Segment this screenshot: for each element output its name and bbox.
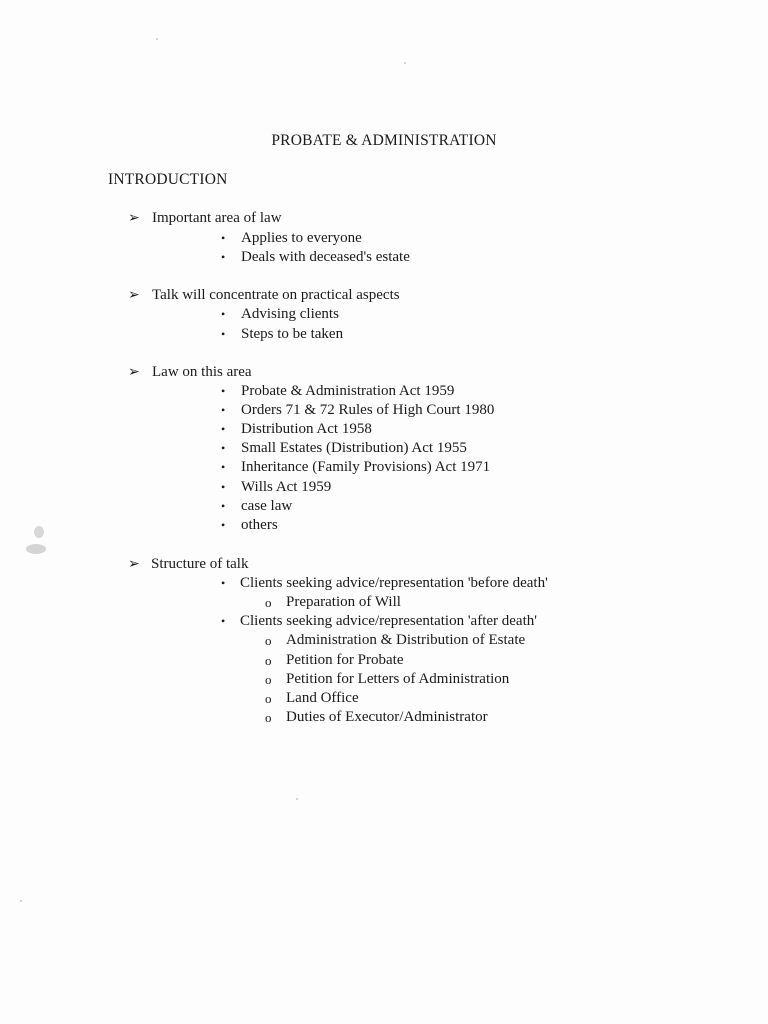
scan-speck xyxy=(296,798,298,800)
sub-list-item: Land Office xyxy=(286,690,359,706)
bullet-icon: • xyxy=(221,460,226,474)
list-item: Distribution Act 1958 xyxy=(241,421,372,437)
list-item: Small Estates (Distribution) Act 1955 xyxy=(241,440,467,456)
bullet-icon: • xyxy=(221,250,226,264)
sub-bullet-icon: o xyxy=(265,672,272,687)
scan-speck xyxy=(26,544,46,554)
section-heading: INTRODUCTION xyxy=(108,171,228,188)
scan-speck xyxy=(34,526,44,538)
sub-bullet-icon: o xyxy=(265,633,272,648)
list-item: Orders 71 & 72 Rules of High Court 1980 xyxy=(241,402,495,418)
list-item: Clients seeking advice/representation 'before death' xyxy=(240,575,548,591)
section-label: Structure of talk xyxy=(151,556,249,572)
scan-speck xyxy=(156,38,158,40)
sub-list-item: Administration & Distribution of Estate xyxy=(286,632,526,648)
sub-bullet-icon: o xyxy=(265,691,272,706)
arrow-bullet-icon: ➢ xyxy=(128,365,140,380)
bullet-icon: • xyxy=(221,327,226,341)
sub-list-item: Petition for Probate xyxy=(286,652,404,668)
sub-bullet-icon: o xyxy=(265,710,272,725)
list-item: case law xyxy=(241,498,293,514)
arrow-bullet-icon: ➢ xyxy=(128,211,140,226)
list-item: Inheritance (Family Provisions) Act 1971 xyxy=(241,459,491,475)
bullet-icon: • xyxy=(221,441,226,455)
sub-bullet-icon: o xyxy=(265,595,272,610)
bullet-icon: • xyxy=(221,480,226,494)
bullet-icon: • xyxy=(221,307,226,321)
bullet-icon: • xyxy=(221,403,226,417)
arrow-bullet-icon: ➢ xyxy=(128,288,140,303)
section-label: Important area of law xyxy=(152,210,282,226)
list-item: Steps to be taken xyxy=(241,326,344,342)
scan-speck xyxy=(20,900,22,902)
section-label: Law on this area xyxy=(152,364,252,380)
list-item: Deals with deceased's estate xyxy=(241,249,410,265)
list-item: others xyxy=(241,517,278,533)
bullet-icon: • xyxy=(221,499,226,513)
list-item: Clients seeking advice/representation 'after death' xyxy=(240,613,537,629)
sub-list-item: Petition for Letters of Administration xyxy=(286,671,510,687)
list-item: Applies to everyone xyxy=(241,230,362,246)
bullet-icon: • xyxy=(221,576,226,590)
sub-bullet-icon: o xyxy=(265,653,272,668)
bullet-icon: • xyxy=(221,384,226,398)
document-title: PROBATE & ADMINISTRATION xyxy=(271,132,497,149)
sub-list-item: Duties of Executor/Administrator xyxy=(286,709,488,725)
list-item: Advising clients xyxy=(241,306,339,322)
section-label: Talk will concentrate on practical aspects xyxy=(152,287,400,303)
bullet-icon: • xyxy=(221,614,226,628)
sub-list-item: Preparation of Will xyxy=(286,594,401,610)
scan-speck xyxy=(404,62,406,64)
list-item: Probate & Administration Act 1959 xyxy=(241,383,455,399)
arrow-bullet-icon: ➢ xyxy=(128,557,140,572)
list-item: Wills Act 1959 xyxy=(241,479,332,495)
bullet-icon: • xyxy=(221,518,226,532)
bullet-icon: • xyxy=(221,231,226,245)
bullet-icon: • xyxy=(221,422,226,436)
